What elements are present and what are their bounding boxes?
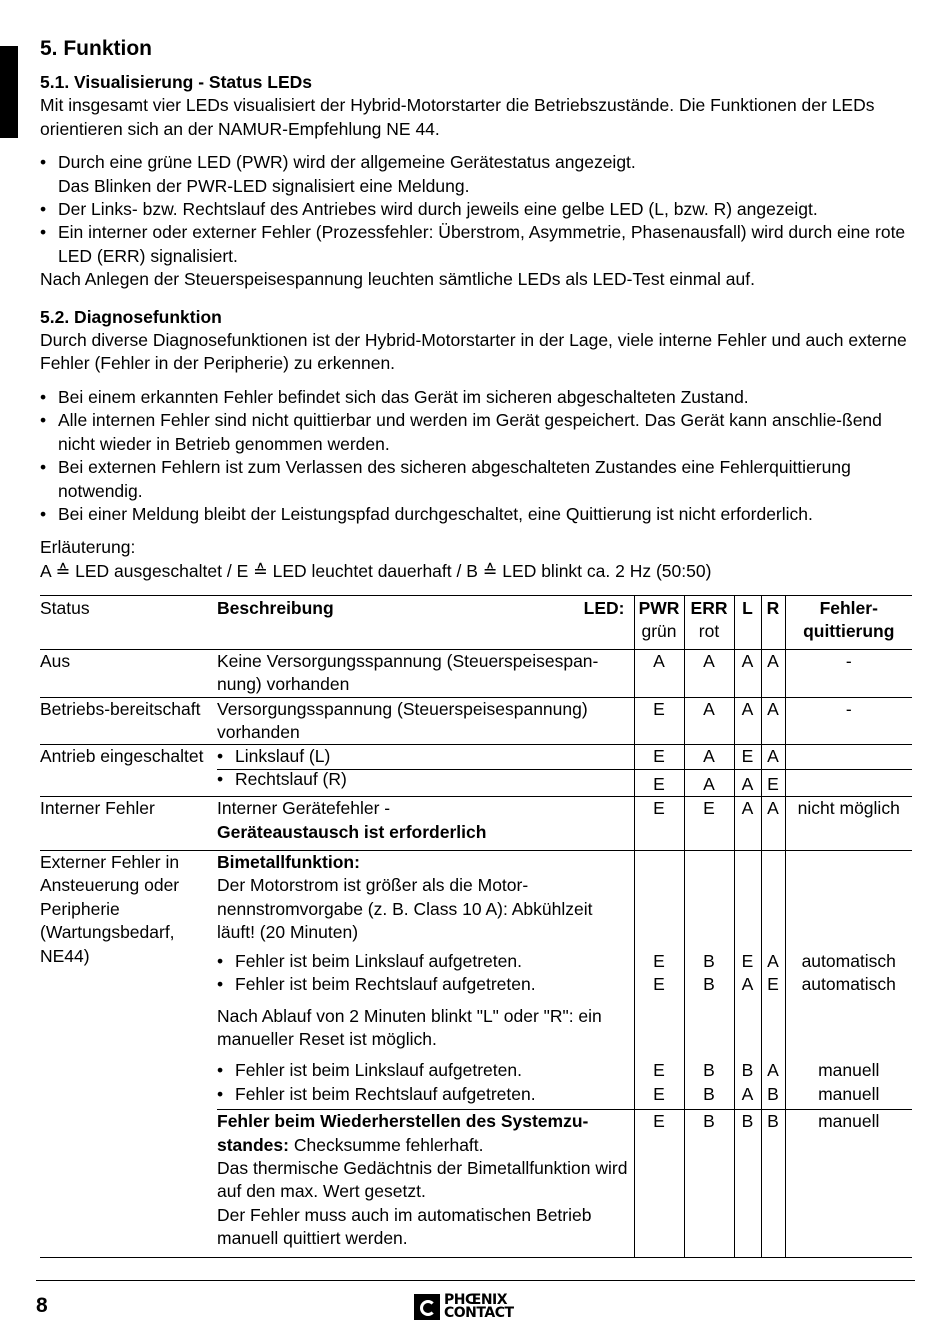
- fq-value: manuell: [818, 1083, 880, 1104]
- column-header-err: [684, 596, 734, 650]
- r-value: A: [761, 745, 785, 769]
- beschreibung-label: Beschreibung: [217, 598, 334, 618]
- pwr-value: A: [634, 649, 684, 697]
- column-header-pwr: [634, 596, 684, 650]
- r-value: B: [761, 1110, 785, 1257]
- reset-note: Nach Ablauf von 2 Minuten blinkt "L" oder "R": ein manueller Reset ist möglich.: [217, 1005, 602, 1049]
- pwr-value: E: [634, 745, 684, 769]
- status-cell: Interner Fehler: [40, 797, 217, 851]
- err-value: A: [684, 697, 734, 745]
- description-cell: [217, 769, 634, 796]
- pwr-value: E: [653, 974, 665, 995]
- legend-label: Erläuterung:: [40, 537, 136, 558]
- err-label: ERR: [690, 598, 728, 618]
- fq-value: [785, 745, 912, 769]
- description-cell: [217, 745, 634, 769]
- fq-value: -: [785, 697, 912, 745]
- bullet-list-visualisierung: [40, 151, 912, 268]
- status-cell: [40, 1110, 217, 1257]
- intro-paragraph-visualisierung: Mit insgesamt vier LEDs visualisiert der Hybrid-Motorstarter die Betriebszustände. Die Funktionen der LEDs orientieren sich an der NAMUR-Empfehlung NE 44.: [40, 95, 875, 139]
- table-row-aus: [40, 649, 912, 697]
- column-header-status: Status: [40, 596, 217, 650]
- err-color-label: rot: [698, 621, 720, 642]
- bimetall-title: Bimetallfunktion:: [217, 852, 360, 873]
- l-value: A: [741, 974, 754, 995]
- l-values: [734, 851, 761, 1110]
- description-line: Interner Gerätefehler -: [217, 798, 391, 819]
- led-label: LED:: [583, 598, 625, 618]
- description-line-bold: Geräteaustausch ist erforderlich: [217, 821, 487, 842]
- table-row-externer-fehler: [40, 851, 912, 1110]
- r-value: E: [761, 769, 785, 796]
- pwr-value: E: [634, 769, 684, 796]
- err-values: [684, 851, 734, 1110]
- list-item: • Bei externen Fehlern ist zum Verlassen des sicheren abgeschalteten Zustandes eine Fehlerquittierung notwendig.: [40, 456, 912, 503]
- logo-text: [444, 1294, 514, 1320]
- pwr-value: E: [653, 950, 665, 971]
- l-value: B: [741, 1060, 754, 1081]
- l-value: B: [734, 1110, 761, 1257]
- description-cell: Versorgungsspannung (Steuerspeisespannung) vorhanden: [217, 697, 634, 745]
- status-cell: Externer Fehler in Ansteuerung oder Peripherie (Wartungsbedarf, NE44): [40, 851, 217, 1110]
- intro-paragraph-diagnose: Durch diverse Diagnosefunktionen ist der Hybrid-Motorstarter in der Lage, viele interne Fehler und auch externe Fehler (Fehler in der Peripherie) zu erkennen.: [40, 330, 907, 374]
- bullet-list-diagnose: [40, 386, 912, 526]
- pwr-value: E: [634, 797, 684, 851]
- table-row-betriebsbereitschaft: [40, 697, 912, 745]
- pwr-values: [634, 851, 684, 1110]
- fq-label-line2: quittierung: [803, 621, 895, 642]
- list-item: • Rechtslauf (R): [217, 768, 634, 791]
- fq-value: manuell: [818, 1060, 880, 1081]
- pwr-value: E: [653, 1083, 665, 1104]
- err-value: B: [703, 1060, 715, 1081]
- r-value: E: [767, 974, 779, 995]
- pwr-label: PWR: [638, 598, 680, 618]
- led-status-table: [40, 595, 912, 1258]
- r-value: B: [767, 1083, 779, 1104]
- led-test-note: Nach Anlegen der Steuerspeisespannung leuchten sämtliche LEDs als LED-Test einmal auf.: [40, 269, 755, 290]
- list-item: • Fehler ist beim Rechtslauf aufgetreten.: [217, 1083, 634, 1106]
- status-cell: Betriebs-bereitschaft: [40, 697, 217, 745]
- fq-label-line1: Fehler-: [819, 598, 878, 618]
- list-item: • Der Links- bzw. Rechtslauf des Antriebes wird durch jeweils eine gelbe LED (L, bzw. R) angezeigt.: [40, 198, 912, 221]
- table-row-interner-fehler: [40, 797, 912, 851]
- pwr-value: E: [634, 1110, 684, 1257]
- logo-mark-icon: [414, 1294, 440, 1320]
- subsection-title-visualisierung: 5.1. Visualisierung - Status LEDs: [40, 72, 312, 92]
- fq-values: [785, 851, 912, 1110]
- err-value: B: [684, 1110, 734, 1257]
- l-value: A: [734, 769, 761, 796]
- column-header-l: [734, 596, 761, 650]
- bullet-text-continuation: Das Blinken der PWR-LED signalisiert eine Meldung.: [58, 175, 470, 196]
- r-value: A: [761, 797, 785, 851]
- system-error-text: Checksumme fehlerhaft.: [293, 1134, 484, 1155]
- table-row-systemzustand: [40, 1110, 912, 1257]
- l-label: L: [742, 598, 753, 618]
- description-cell: [217, 851, 634, 1110]
- r-value: A: [761, 649, 785, 697]
- description-cell: Keine Versorgungsspannung (Steuerspeisespan-nung) vorhanden: [217, 649, 634, 697]
- system-error-text: Der Fehler muss auch im automatischen Betrieb manuell quittiert werden.: [217, 1204, 592, 1249]
- column-header-beschreibung: [217, 596, 634, 650]
- column-header-fehlerquittierung: [785, 596, 912, 650]
- bullet-text: • Durch eine grüne LED (PWR) wird der allgemeine Gerätestatus angezeigt.: [58, 152, 636, 173]
- page-content: [40, 34, 912, 583]
- fq-value: nicht möglich: [785, 797, 912, 851]
- fq-value: automatisch: [801, 974, 896, 995]
- err-value: B: [703, 974, 715, 995]
- list-item: • Linkslauf (L): [217, 745, 634, 768]
- status-cell: Aus: [40, 649, 217, 697]
- r-value: A: [767, 950, 779, 971]
- section-edge-marker: [0, 46, 18, 138]
- fq-value: manuell: [785, 1110, 912, 1257]
- list-item: • Fehler ist beim Linkslauf aufgetreten.: [217, 1059, 634, 1082]
- table-row-antrieb-links: [40, 745, 912, 769]
- err-value: E: [684, 797, 734, 851]
- subsection-title-diagnose: 5.2. Diagnosefunktion: [40, 306, 222, 327]
- r-value: A: [761, 697, 785, 745]
- pwr-value: E: [653, 1060, 665, 1081]
- list-item: • Bei einem erkannten Fehler befindet sich das Gerät im sicheren abgeschalteten Zustand.: [40, 386, 912, 409]
- r-label: R: [766, 598, 780, 618]
- list-item: [40, 151, 912, 198]
- list-item: • Bei einer Meldung bleibt der Leistungspfad durchgeschaltet, eine Quittierung ist nicht erforderlich.: [40, 503, 912, 526]
- page-number: 8: [36, 1294, 48, 1317]
- l-value: E: [734, 745, 761, 769]
- l-value: A: [734, 797, 761, 851]
- err-value: B: [703, 950, 715, 971]
- list-item: • Ein interner oder externer Fehler (Prozessfehler: Überstrom, Asymmetrie, Phasenausfall) wird durch eine rote LED (ERR) signalisiert.: [40, 221, 912, 268]
- l-value: A: [734, 649, 761, 697]
- list-item: • Fehler ist beim Rechtslauf aufgetreten.: [217, 973, 634, 996]
- err-value: A: [684, 649, 734, 697]
- bimetall-text: Der Motorstrom ist größer als die Motor-nennstromvorgabe (z. B. Class 10 A): Abkühlzeit läuft! (20 Minuten): [217, 875, 593, 943]
- description-cell: [217, 797, 634, 851]
- system-error-text: Das thermische Gedächtnis der Bimetallfunktion wird auf den max. Wert gesetzt.: [217, 1157, 628, 1202]
- logo-line1: PHŒNIX: [444, 1292, 508, 1308]
- fq-value: -: [785, 649, 912, 697]
- r-value: A: [767, 1060, 779, 1081]
- l-value: E: [741, 950, 754, 971]
- status-cell: Antrieb eingeschaltet: [40, 745, 217, 797]
- pwr-value: E: [634, 697, 684, 745]
- legend-text: A ≙ LED ausgeschaltet / E ≙ LED leuchtet dauerhaft / B ≙ LED blinkt ca. 2 Hz (50:50): [40, 560, 712, 581]
- description-cell: [217, 1110, 634, 1257]
- section-title: 5. Funktion: [40, 37, 152, 60]
- list-item: • Fehler ist beim Linkslauf aufgetreten.: [217, 950, 634, 973]
- list-item: • Alle internen Fehler sind nicht quittierbar und werden im Gerät gespeichert. Das Gerät kann anschlie-ßend nicht wieder in Betrieb genommen werden.: [40, 409, 912, 456]
- column-header-r: [761, 596, 785, 650]
- r-values: [761, 851, 785, 1110]
- phoenix-contact-logo: [414, 1291, 514, 1323]
- l-value: A: [734, 697, 761, 745]
- fq-value: automatisch: [801, 950, 896, 971]
- system-error-title: Fehler beim Wiederherstellen des Systemzu-standes:: [217, 1111, 589, 1155]
- err-value: A: [684, 745, 734, 769]
- logo-line2: CONTACT: [444, 1305, 514, 1321]
- err-value: B: [703, 1083, 715, 1104]
- err-value: A: [684, 769, 734, 796]
- l-value: A: [741, 1083, 754, 1104]
- pwr-color-label: grün: [641, 621, 677, 642]
- footer-divider: [36, 1280, 915, 1281]
- fq-value: [785, 769, 912, 796]
- table-header-row: [40, 596, 912, 650]
